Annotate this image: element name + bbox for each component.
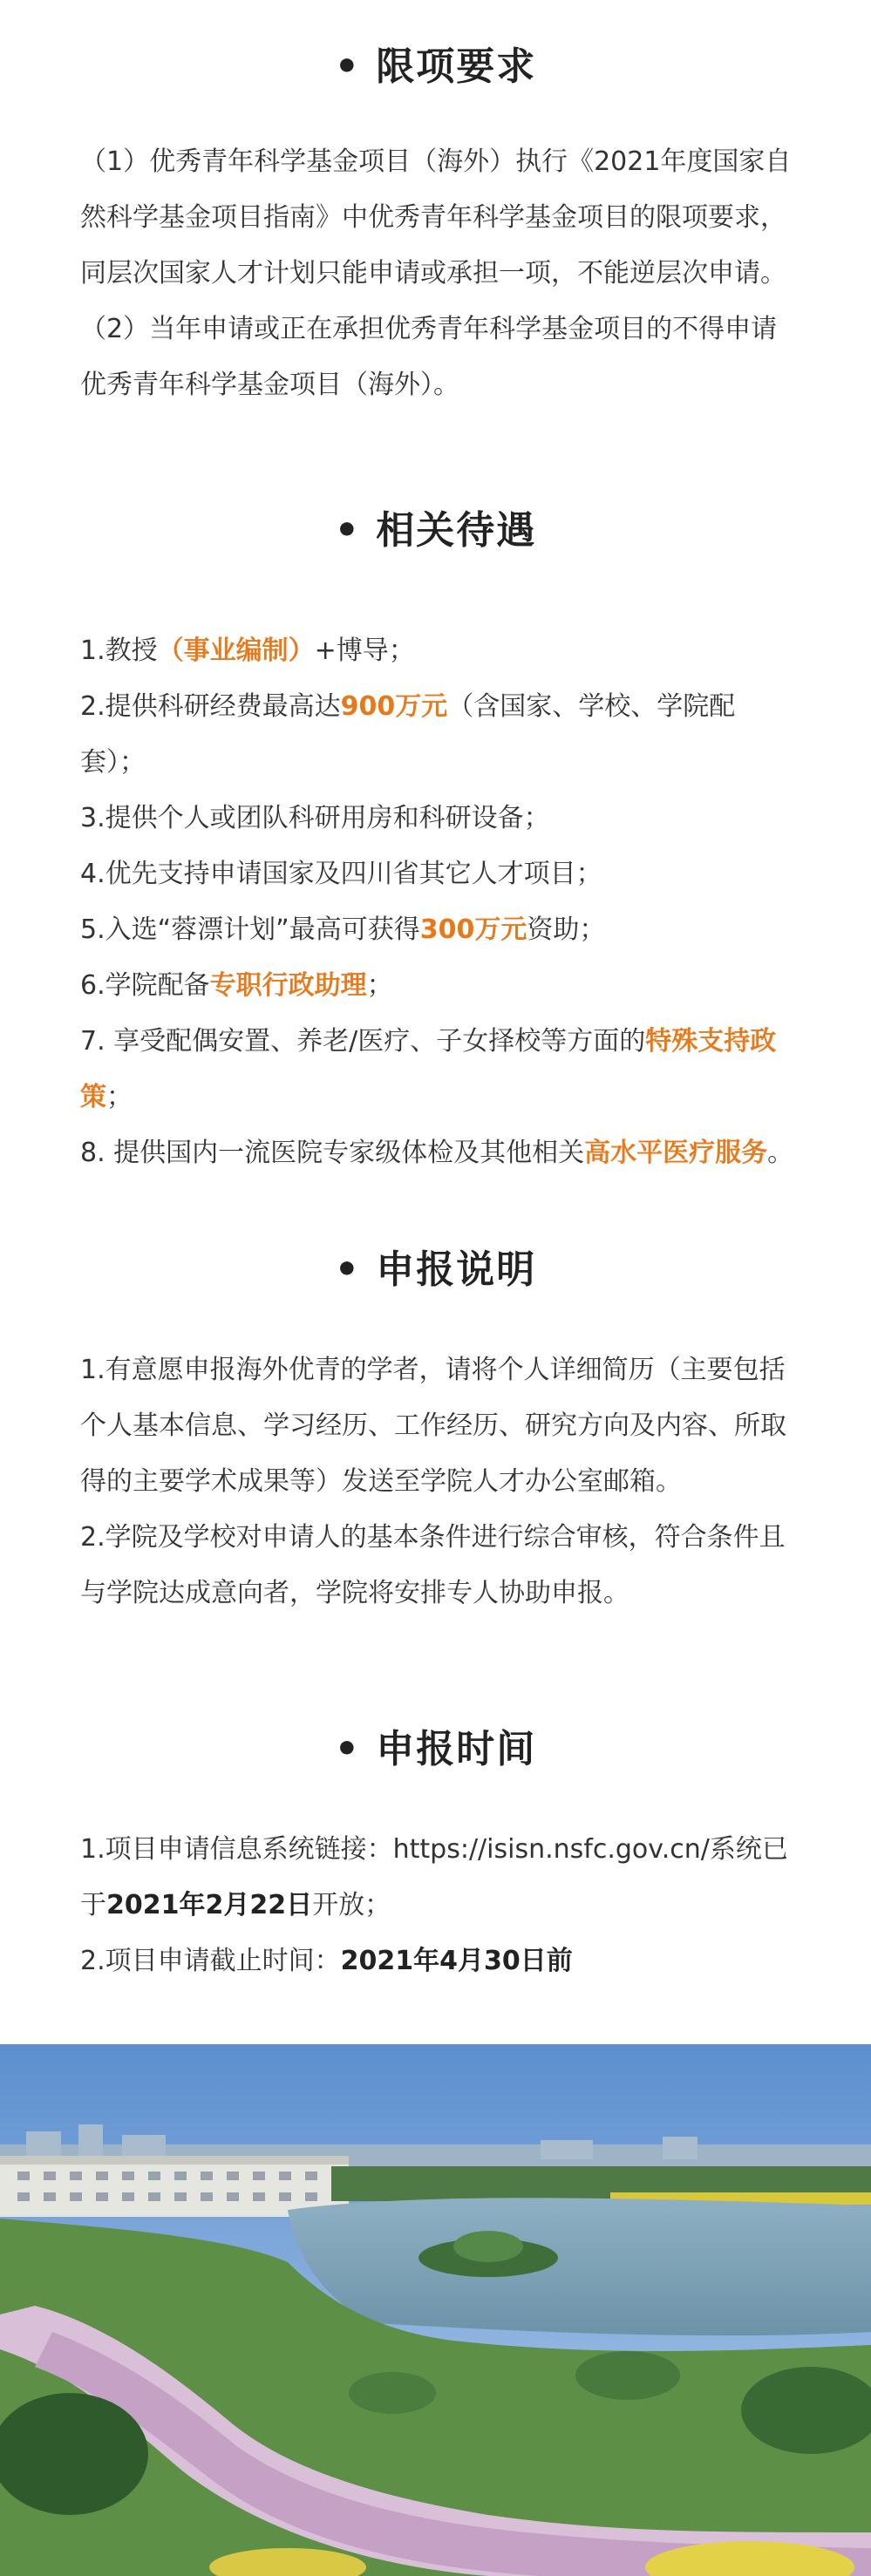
section-title-limits: • 限项要求 [334, 44, 537, 89]
schedule-item-1: 1.项目申请信息系统链接：https://isisn.nsfc.gov.cn/系统已于2021年2月22日开放； [80, 1834, 788, 1920]
campus-photo [0, 2044, 871, 2576]
benefit-item-4: 4.优先支持申请国家及四川省其它人才项目； [80, 859, 602, 889]
benefits-list [80, 623, 795, 1181]
benefit-item-8: 8. 提供国内一流医院专家级体检及其他相关高水平医疗服务。 [80, 1138, 794, 1168]
schedule-item-2: 2.项目申请截止时间：2021年4月30日前 [80, 1946, 573, 1976]
benefit-item-2: 2.提供科研经费最高达900万元（含国家、学校、学院配套）； [80, 691, 736, 778]
section-title-benefits: • 相关待遇 [334, 508, 537, 553]
limits-item-1: （1）优秀青年科学基金项目（海外）执行《2021年度国家自然科学基金项目指南》中优秀青年科学基金项目的限项要求，同层次国家人才计划只能申请或承担一项，不能逆层次申请。 [80, 146, 792, 289]
application-text [80, 1342, 795, 1621]
benefit-item-6: 6.学院配备专职行政助理； [80, 970, 393, 1001]
schedule-text [80, 1822, 795, 1989]
limits-text [80, 134, 795, 413]
benefit-item-3: 3.提供个人或团队科研用房和科研设备； [80, 803, 550, 833]
limits-item-2: （2）当年申请或正在承担优秀青年科学基金项目的不得申请优秀青年科学基金项目（海外）。 [80, 314, 778, 400]
benefit-item-1: 1.教授（事业编制）+博导； [80, 636, 415, 666]
benefit-item-7: 7. 享受配偶安置、养老/医疗、子女择校等方面的特殊支持政策； [80, 1026, 777, 1112]
application-item-1: 1.有意愿申报海外优青的学者，请将个人详细简历（主要包括个人基本信息、学习经历、工作经历、研究方向及内容、所取得的主要学术成果等）发送至学院人才办公室邮箱。 [80, 1355, 786, 1497]
benefit-item-5: 5.入选“蓉漂计划”最高可获得300万元资助； [80, 914, 606, 945]
section-title-schedule: • 申报时间 [334, 1727, 537, 1771]
section-title-application: • 申报说明 [334, 1247, 537, 1292]
application-item-2: 2.学院及学校对申请人的基本条件进行综合审核，符合条件且与学院达成意向者，学院将安排专人协助申报。 [80, 1522, 786, 1608]
